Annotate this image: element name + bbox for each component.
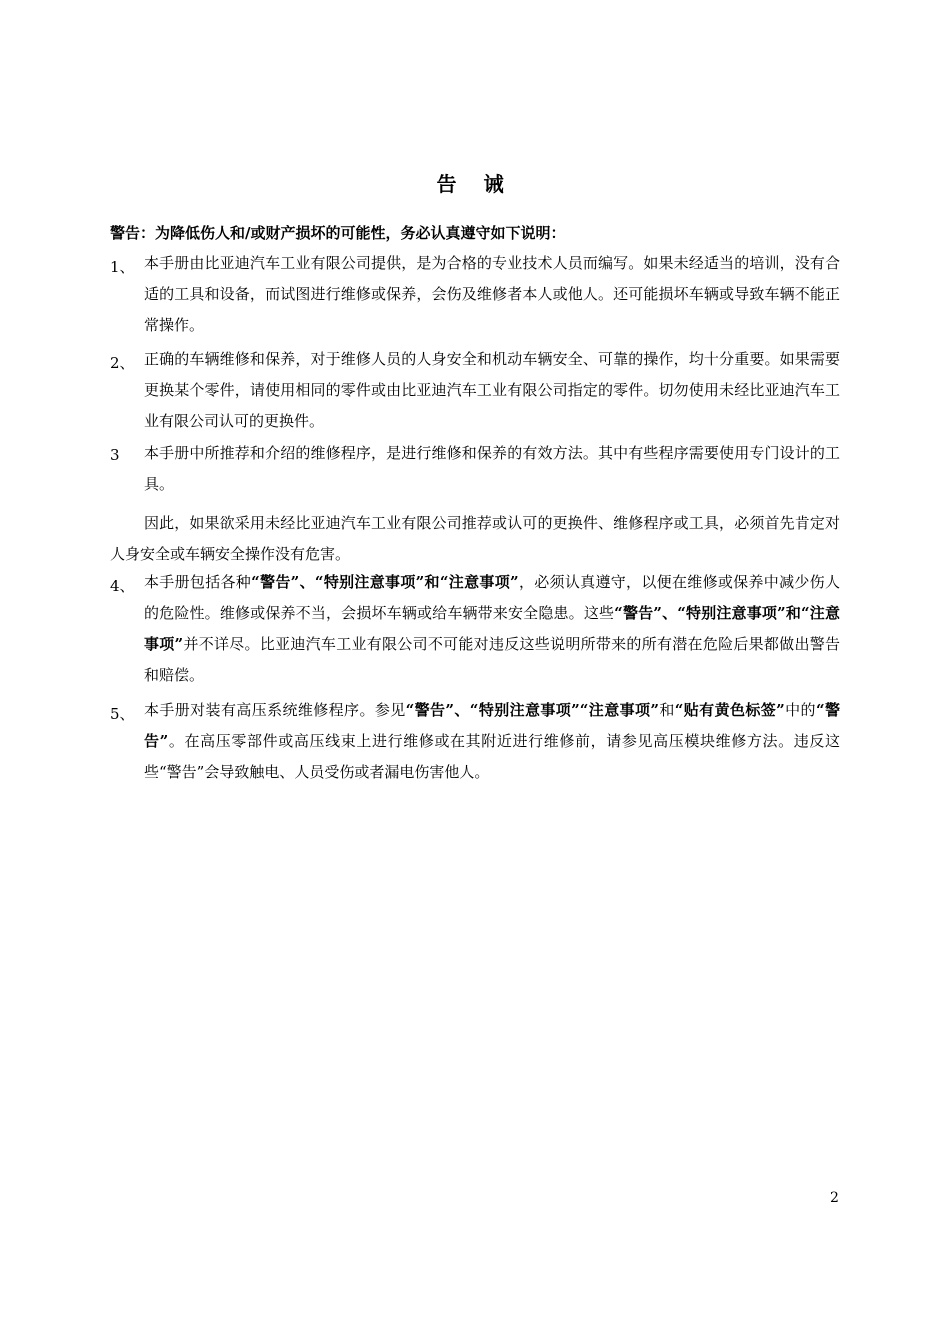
- text-segment: 并不详尽。比亚迪汽车工业有限公司不可能对违反这些说明所带来的所有潜在危险后果都做出警告和赔偿。: [144, 635, 840, 684]
- list-item: [110, 352, 840, 437]
- text-segment: 和: [659, 701, 675, 719]
- list-item: [110, 256, 840, 341]
- text-segment: 本手册对装有高压系统维修程序。参见: [144, 701, 406, 719]
- emphasis-text: “警告”、“特别注意事项”和“注意事项”: [251, 573, 519, 591]
- emphasis-text: “警告”、“特别注意事项”“注意事项”: [405, 701, 659, 719]
- text-segment: 本手册包括各种: [144, 573, 252, 591]
- page-number: 2: [830, 1190, 839, 1206]
- text-segment: ，必须认真遵守，以便在维修或保养中减少伤人的危险性。维修或保养不当，会损坏车辆或给车辆带来安全隐患。这些: [144, 573, 840, 622]
- item-number: 3: [110, 446, 120, 464]
- item-text: 正确的车辆维修和保养，对于维修人员的人身安全和机动车辆安全、可靠的操作，均十分重要。如果需要更换某个零件，请使用相同的零件或由比亚迪汽车工业有限公司指定的零件。切勿使用未经比亚迪汽车工业有限公司认可的更换件。: [144, 350, 840, 430]
- list-item: [110, 703, 840, 788]
- body-paragraph: 因此，如果欲采用未经比亚迪汽车工业有限公司推荐或认可的更换件、维修程序或工具，必须首先肯定对人身安全或车辆安全操作没有危害。: [110, 514, 840, 563]
- text-segment: 中的: [784, 701, 816, 719]
- list-item: [110, 446, 840, 500]
- item-number: 4、: [110, 577, 135, 595]
- item-number: 1、: [110, 258, 135, 276]
- item-number: 5、: [110, 705, 135, 723]
- item-text: [144, 695, 840, 788]
- emphasis-text: “警告”、“特别注意事项”和“注意事项”: [144, 604, 840, 653]
- warning-statement: 警告：为降低伤人和/或财产损坏的可能性，务必认真遵守如下说明：: [110, 224, 566, 242]
- emphasis-text: “贴有黄色标签”: [674, 701, 785, 719]
- item-text: 本手册由比亚迪汽车工业有限公司提供，是为合格的专业技术人员而编写。如果未经适当的培训，没有合适的工具和设备，而试图进行维修或保养，会伤及维修者本人或他人。还可能损坏车辆或导致车辆不能正常操作。: [144, 254, 840, 334]
- emphasis-text: “警告”: [144, 701, 840, 750]
- item-text: [144, 567, 840, 691]
- item-text: 本手册中所推荐和介绍的维修程序，是进行维修和保养的有效方法。其中有些程序需要使用专门设计的工具。: [144, 444, 840, 493]
- text-segment: 。在高压零部件或高压线束上进行维修或在其附近进行维修前，请参见高压模块维修方法。违反这些“警告”会导致触电、人员受伤或者漏电伤害他人。: [144, 732, 840, 781]
- page-title: 告 诫: [436, 172, 514, 196]
- item-number: 2、: [110, 354, 135, 372]
- list-item: [110, 575, 840, 691]
